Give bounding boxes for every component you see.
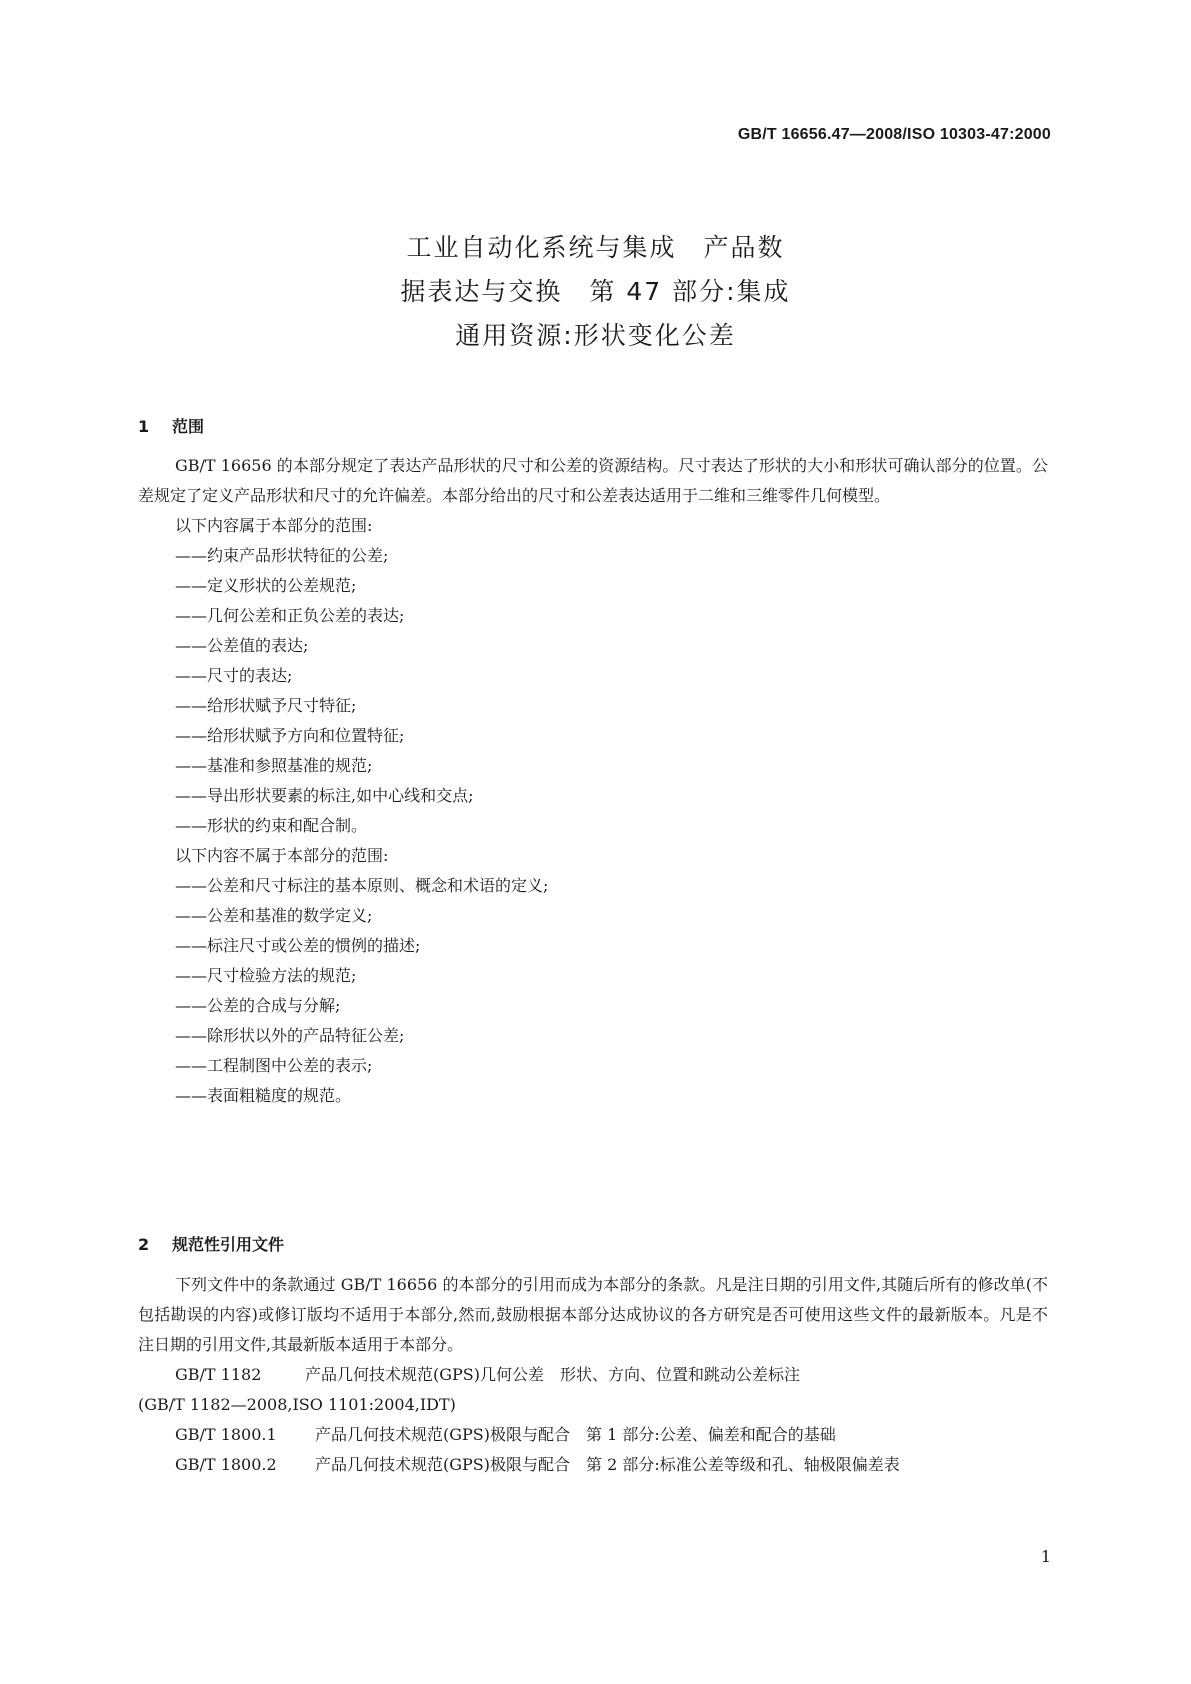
reference-item <box>138 1420 1048 1450</box>
list-item: ——公差和尺寸标注的基本原则、概念和术语的定义; <box>175 876 549 895</box>
section-2-title: 规范性引用文件 <box>172 1235 285 1254</box>
reference-note: (GB/T 1182—2008,ISO 1101:2004,IDT) <box>138 1395 456 1414</box>
normative-references-paragraph: 下列文件中的条款通过 GB/T 16656 的本部分的引用而成为本部分的条款。凡是注日期的引用文件,其随后所有的修改单(不包括勘误的内容)或修订版均不适用于本部分,然而,鼓励根据本部分达成协议的各方研究是否可使用这些文件的最新版本。凡是不注日期的引用文件,其最新版本适用于本部分。 <box>138 1275 1048 1354</box>
list-item: ——公差的合成与分解; <box>175 996 341 1015</box>
list-item: ——导出形状要素的标注,如中心线和交点; <box>175 786 474 805</box>
section-2-number: 2 <box>138 1235 150 1254</box>
reference-code: GB/T 1800.1 <box>175 1425 277 1444</box>
in-scope-list <box>138 541 1048 841</box>
list-item: ——除形状以外的产品特征公差; <box>175 1026 405 1045</box>
reference-item <box>138 1450 1048 1480</box>
reference-code: GB/T 1182 <box>175 1365 262 1384</box>
list-item: ——公差和基准的数学定义; <box>175 906 373 925</box>
title-line-2: 据表达与交换 第 47 部分:集成 <box>400 277 791 306</box>
reference-title: 产品几何技术规范(GPS)几何公差 形状、方向、位置和跳动公差标注 <box>305 1365 800 1384</box>
title-line-1: 工业自动化系统与集成 产品数 <box>406 233 785 262</box>
section-1-title: 范围 <box>172 417 205 436</box>
list-item: ——公差值的表达; <box>175 636 309 655</box>
section-2-body <box>138 1270 1048 1480</box>
list-item: ——基准和参照基准的规范; <box>175 756 373 775</box>
title-line-3: 通用资源:形状变化公差 <box>455 321 736 350</box>
reference-item <box>138 1360 1048 1390</box>
list-item: ——约束产品形状特征的公差; <box>175 546 389 565</box>
reference-code: GB/T 1800.2 <box>175 1455 277 1474</box>
list-item: ——给形状赋予尺寸特征; <box>175 696 357 715</box>
scope-paragraph: GB/T 16656 的本部分规定了表达产品形状的尺寸和公差的资源结构。尺寸表达了形状的大小和形状可确认部分的位置。公差规定了定义产品形状和尺寸的允许偏差。本部分给出的尺寸和公差表达适用于二维和三维零件几何模型。 <box>138 456 1048 505</box>
list-item: ——尺寸检验方法的规范; <box>175 966 357 985</box>
section-1-number: 1 <box>138 417 150 436</box>
list-item: ——尺寸的表达; <box>175 666 293 685</box>
out-scope-lead: 以下内容不属于本部分的范围: <box>175 846 389 865</box>
list-item: ——表面粗糙度的规范。 <box>175 1086 352 1105</box>
document-title <box>0 226 1191 358</box>
reference-title: 产品几何技术规范(GPS)极限与配合 第 2 部分:标准公差等级和孔、轴极限偏差表 <box>315 1455 900 1474</box>
reference-title: 产品几何技术规范(GPS)极限与配合 第 1 部分:公差、偏差和配合的基础 <box>315 1425 836 1444</box>
page-number: 1 <box>1040 1547 1051 1566</box>
list-item: ——标注尺寸或公差的惯例的描述; <box>175 936 421 955</box>
section-1-heading <box>138 414 204 437</box>
section-1-body <box>138 451 1048 1111</box>
in-scope-lead: 以下内容属于本部分的范围: <box>175 516 373 535</box>
list-item: ——工程制图中公差的表示; <box>175 1056 373 1075</box>
list-item: ——几何公差和正负公差的表达; <box>175 606 405 625</box>
list-item: ——定义形状的公差规范; <box>175 576 357 595</box>
standard-number-header: GB/T 16656.47—2008/ISO 10303-47:2000 <box>737 126 1051 143</box>
section-2-heading <box>138 1232 284 1255</box>
list-item: ——给形状赋予方向和位置特征; <box>175 726 405 745</box>
out-scope-list <box>138 871 1048 1111</box>
list-item: ——形状的约束和配合制。 <box>175 816 368 835</box>
